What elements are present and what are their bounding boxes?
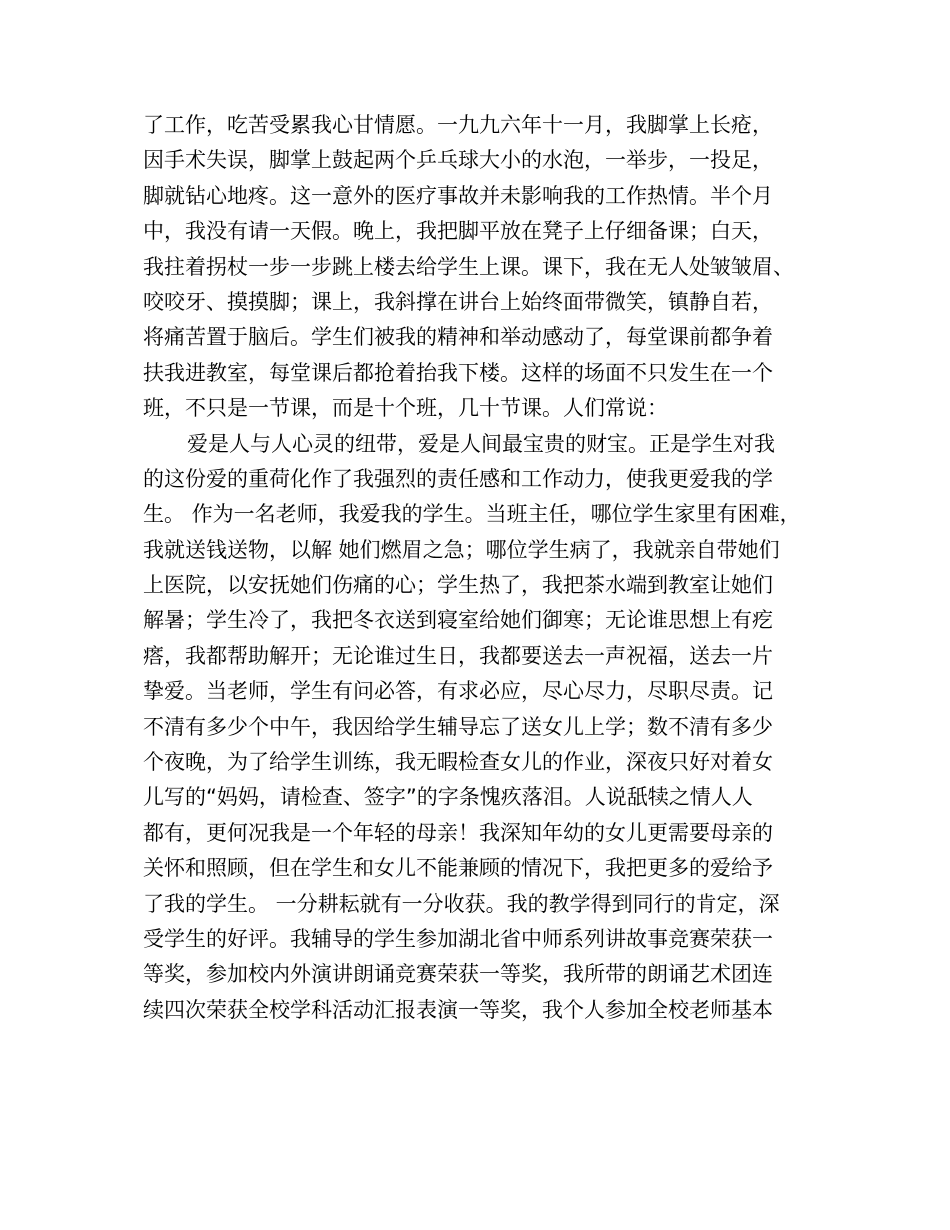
text-line: 解暑；学生冷了，我把冬衣送到寝室给她们御寒；无论谁思想上有疙 bbox=[143, 608, 773, 633]
text-line: 关怀和照顾，但在学生和女儿不能兼顾的情况下，我把更多的爱给予 bbox=[143, 856, 773, 881]
text-line: 受学生的好评。我辅导的学生参加湖北省中师系列讲故事竞赛荣获一 bbox=[143, 926, 773, 951]
text-line: 因手术失误，脚掌上鼓起两个乒乓球大小的水泡，一举步，一投足， bbox=[143, 148, 773, 173]
text-line: 扶我进教室，每堂课后都抢着抬我下楼。这样的场面不只发生在一个 bbox=[143, 360, 773, 385]
text-line: 儿写的“妈妈，请检查、签字”的字条愧疚落泪。人说舐犊之情人人 bbox=[143, 785, 753, 810]
text-line: 咬咬牙、摸摸脚；课上，我斜撑在讲台上始终面带微笑，镇静自若， bbox=[143, 289, 773, 314]
text-line: 瘩，我都帮助解开；无论谁过生日，我都要送去一声祝福，送去一片 bbox=[143, 643, 773, 668]
text-line: 都有，更何况我是一个年轻的母亲！我深知年幼的女儿更需要母亲的 bbox=[143, 820, 773, 845]
text-line: 挚爱。当老师，学生有问必答，有求必应，尽心尽力，尽职尽责。记 bbox=[143, 679, 773, 704]
text-line: 生。 作为一名老师，我爱我的学生。当班主任，哪位学生家里有困难， bbox=[143, 502, 801, 527]
text-line: 个夜晚，为了给学生训练，我无暇检查女儿的作业，深夜只好对着女 bbox=[143, 750, 773, 775]
text-line: 中，我没有请一天假。晚上，我把脚平放在凳子上仔细备课；白天， bbox=[143, 219, 773, 244]
text-line: 上医院，以安抚她们伤痛的心；学生热了，我把茶水端到教室让她们 bbox=[143, 573, 773, 598]
text-line: 的这份爱的重荷化作了我强烈的责任感和工作动力，使我更爱我的学 bbox=[143, 466, 773, 491]
text-line: 续四次荣获全校学科活动汇报表演一等奖，我个人参加全校老师基本 bbox=[143, 997, 773, 1022]
text-line: 了工作，吃苦受累我心甘情愿。一九九六年十一月，我脚掌上长疮， bbox=[143, 113, 773, 137]
body-text bbox=[143, 108, 823, 1028]
text-line: 脚就钻心地疼。这一意外的医疗事故并未影响我的工作热情。半个月 bbox=[143, 183, 773, 208]
text-line: 我就送钱送物，以解 她们燃眉之急；哪位学生病了，我就亲自带她们 bbox=[143, 537, 780, 562]
text-line: 将痛苦置于脑后。学生们被我的精神和举动感动了，每堂课前都争着 bbox=[143, 325, 773, 350]
text-line: 不清有多少个中午，我因给学生辅导忘了送女儿上学；数不清有多少 bbox=[143, 714, 773, 739]
text-line: 等奖，参加校内外演讲朗诵竞赛荣获一等奖，我所带的朗诵艺术团连 bbox=[143, 962, 773, 987]
text-line: 了我的学生。 一分耕耘就有一分收获。我的教学得到同行的肯定，深 bbox=[143, 891, 780, 916]
text-line: 班，不只是一节课，而是十个班，几十节课。人们常说： bbox=[143, 396, 668, 421]
text-line: 我拄着拐杖一步一步跳上楼去给学生上课。课下，我在无人处皱皱眉、 bbox=[143, 254, 794, 279]
paragraph-start-line: 爱是人与人心灵的纽带，爱是人间最宝贵的财宝。正是学生对我 bbox=[187, 431, 775, 456]
